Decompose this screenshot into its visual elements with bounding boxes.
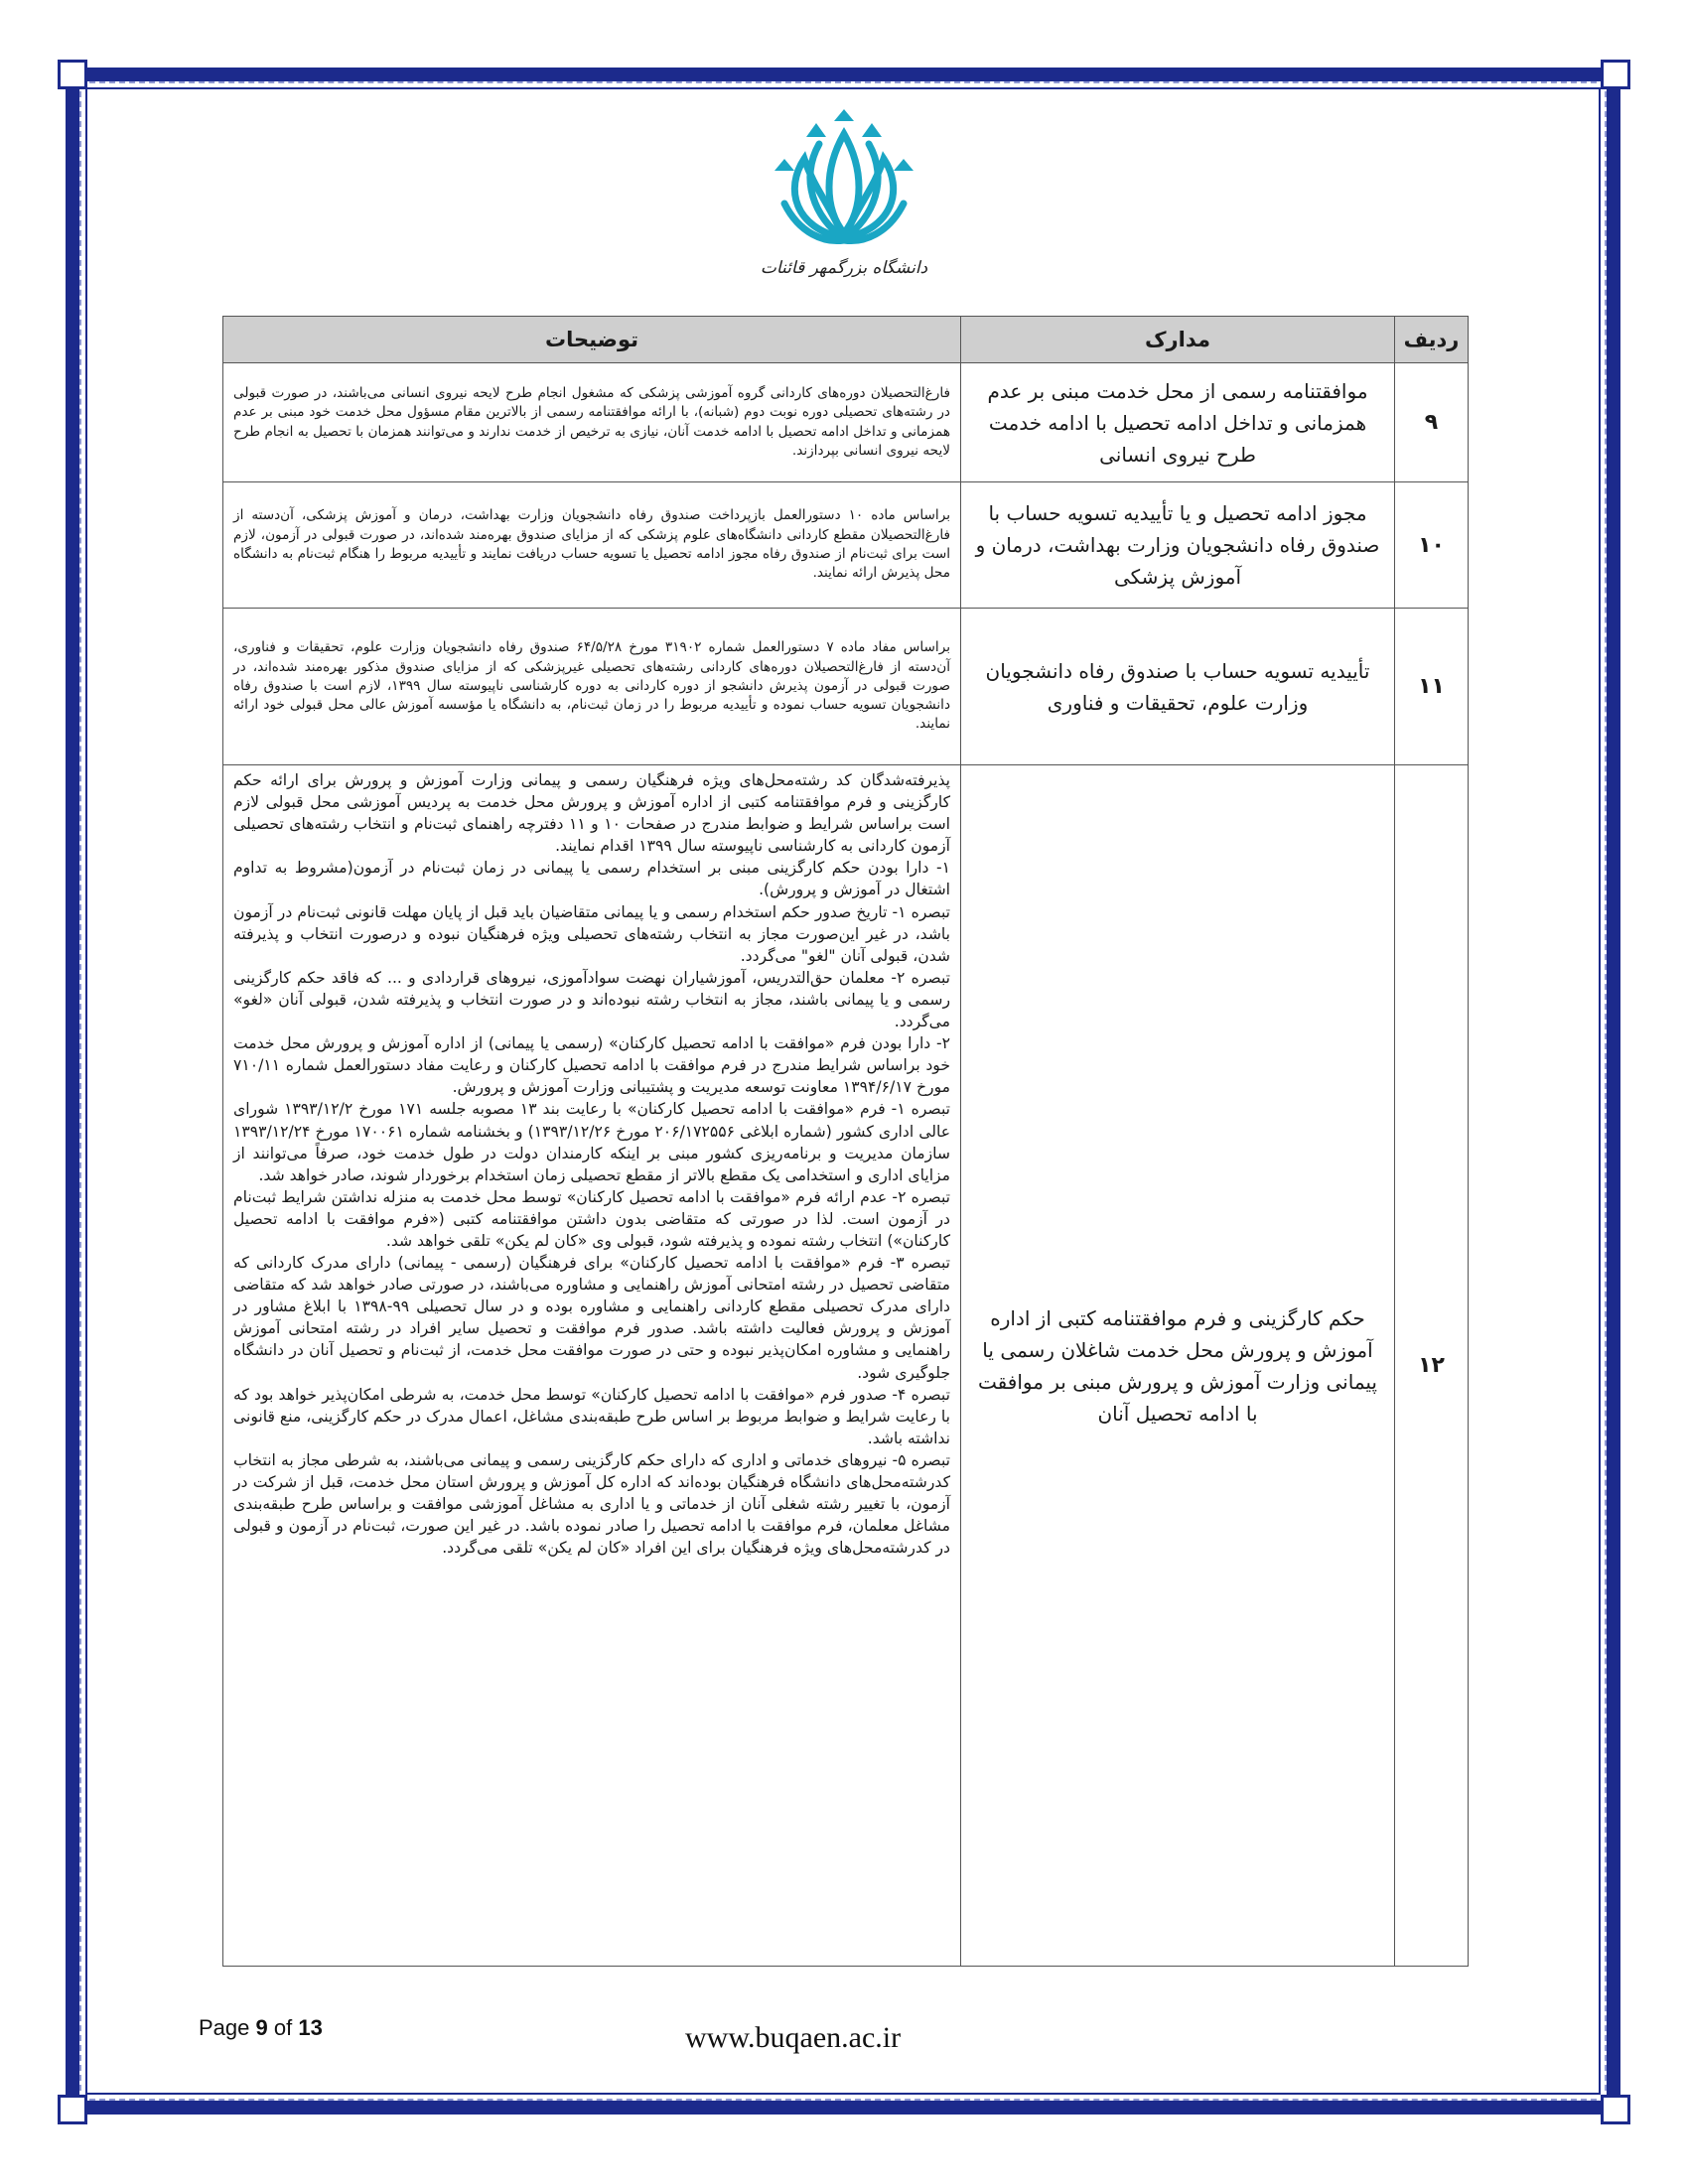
frame-corner-top-right [1601, 60, 1630, 89]
page-number [199, 2015, 323, 2041]
row-number: ۹ [1395, 363, 1469, 482]
row-number: ۱۰ [1395, 482, 1469, 609]
document-name: مجوز ادامه تحصیل و یا تأییدیه تسویه حساب با صندوق رفاه دانشجویان وزارت بهداشت، درمان و آموزش پزشکی [961, 482, 1395, 609]
document-description: براساس ماده ۱۰ دستورالعمل بازپرداخت صندوق رفاه دانشجویان وزارت بهداشت، درمان و آموزش پزشکی، آن‌دسته از فارغ‌التحصیلان مقطع کاردانی دانشگاه‌های علوم پزشکی که از مزایای صندوق بهره‌مند شده‌اند، در صورت قبولی در آزمون، لازم است برای ثبت‌نام از صندوق رفاه مجوز ادامه تحصیل یا تسویه حساب دریافت نمایند و تأییدیه مربوط را هنگام ثبت‌نام به دانشگاه محل پذیرش ارائه نمایند. [223, 482, 961, 609]
description-paragraph: تبصره ۲- عدم ارائه فرم «موافقت با ادامه تحصیل کارکنان» توسط محل خدمت به منزله نداشتن شرایط ثبت‌نام در آزمون است. لذا در صورتی که متقاضی بدون داشتن موافقتنامه کتبی («فرم موافقت با ادامه تحصیل کارکنان») انتخاب رشته نموده و پذیرفته شود، قبولی وی «کان لم یکن» تلقی خواهد شد. [233, 1187, 950, 1250]
header-descriptions: توضیحات [223, 317, 961, 363]
document-description [223, 765, 961, 1967]
lotus-logo-icon [755, 109, 933, 258]
description-paragraph: تبصره ۱- فرم «موافقت با ادامه تحصیل کارکنان» با رعایت بند ۱۳ مصوبه جلسه ۱۷۱ مورخ ۱۳۹۳/۱۲/۲ شورای عالی اداری کشور (شماره ابلاغی ۲۰۶/۱۷۲۵۵۶ مورخ ۱۳۹۳/۱۲/۲۶) و بخشنامه شماره ۱۷۰۰۶۱ مورخ ۱۳۹۳/۱۲/۲۴ سازمان مدیریت و برنامه‌ریزی کشور مبنی بر اینکه کارمندان دولت در طول خدمت خود، صرفاً می‌توانند از مزایای اداری و استخدامی یک مقطع بالاتر از مقطع تحصیلی زمان استخدام برخوردار شوند، صادر خواهد شد. [233, 1100, 951, 1184]
requirements-table [222, 316, 1469, 1967]
description-paragraph: ۲- دارا بودن فرم «موافقت با ادامه تحصیل کارکنان» (رسمی یا پیمانی) از اداره آموزش و پرورش محل خدمت خود براساس شرایط مندرج در فرم موافقت با ادامه تحصیل کارکنان و رعایت مفاد دستورالعمل شماره ۷۱۰/۱۱ مورخ ۱۳۹۴/۶/۱۷ معاونت توسعه مدیریت و پشتیبانی وزارت آموزش و پرورش. [233, 1034, 950, 1097]
description-paragraph: تبصره ۲- معلمان حق‌التدریس، آموزشیاران نهضت سوادآموزی، نیروهای قراردادی و ... که فاقد حکم کارگزینی رسمی و یا پیمانی باشند، مجاز به انتخاب رشته نبوده‌اند و در صورت انتخاب و پذیرفته شدن، قبولی آنان «لغو» می‌گردد. [233, 968, 950, 1031]
description-paragraph: تبصره ۱- تاریخ صدور حکم استخدام رسمی و یا پیمانی متقاضیان باید قبل از پایان مهلت قانونی ثبت‌نام در آزمون باشد، در غیر این‌صورت مجاز به انتخاب رشته‌های تحصیلی ویژه فرهنگیان نبوده و درصورت انتخاب و پذیرفته شدن، قبولی آنان "لغو" می‌گردد. [233, 902, 950, 965]
page-current: 9 [255, 2015, 268, 2040]
table-row [223, 609, 1469, 765]
description-paragraph: تبصره ۵- نیروهای خدماتی و اداری که دارای حکم کارگزینی رسمی و پیمانی می‌باشند، به شرطی مجاز به انتخاب کدرشته‌محل‌های دانشگاه فرهنگیان بوده‌اند که اداره کل آموزش و پرورش استان محل خدمت، قبل از شرکت در آزمون، با تغییر رشته شغلی آنان از خدماتی و یا اداری به مشاغل آموزشی موافقت و براساس طرح طبقه‌بندی مشاغل معلمان، فرم موافقت با ادامه تحصیل را صادر نموده باشد. در غیر این صورت، ثبت‌نام در آزمون و قبولی در کدرشته‌محل‌های ویژه فرهنگیان برای این افراد «کان لم یکن» تلقی می‌گردد. [233, 1450, 950, 1558]
description-paragraph: ۱- دارا بودن حکم کارگزینی مبنی بر استخدام رسمی یا پیمانی در زمان ثبت‌نام در آزمون(مشروط به تداوم اشتغال در آموزش و پرورش). [233, 859, 950, 899]
header-row-number: ردیف [1395, 317, 1469, 363]
page-total: 13 [298, 2015, 323, 2040]
row-number: ۱۲ [1395, 765, 1469, 1967]
table-header-row [223, 317, 1469, 363]
frame-corner-top-left [58, 60, 87, 89]
document-description: فارغ‌التحصیلان دوره‌های کاردانی گروه آموزشی پزشکی که مشغول انجام طرح لایحه نیروی انسانی می‌باشند، در صورت قبولی در رشته‌های تحصیلی دوره نوبت دوم (شبانه)، با ارائه موافقتنامه رسمی از بالاترین مقام مسؤول محل خدمت خود مبنی بر عدم همزمانی و تداخل ادامه تحصیل با ادامه خدمت آنان، نیازی به ترخیص از خدمت ندارند و می‌توانند همزمان با تحصیل به انجام طرح لایحه نیروی انسانی بپردازند. [223, 363, 961, 482]
description-paragraph: تبصره ۴- صدور فرم «موافقت با ادامه تحصیل کارکنان» توسط محل خدمت، به شرطی امکان‌پذیر خواهد بود که با رعایت شرایط و ضوابط مربوط بر اساس طرح طبقه‌بندی مشاغل، اعمال مدرک در حکم کارگزینی، منع قانونی نداشته باشد. [233, 1385, 950, 1447]
document-name: تأییدیه تسویه حساب با صندوق رفاه دانشجویان وزارت علوم، تحقیقات و فناوری [961, 609, 1395, 765]
table-row [223, 482, 1469, 609]
page-prefix: Page [199, 2015, 250, 2040]
row-number: ۱۱ [1395, 609, 1469, 765]
logo-caption: دانشگاه بزرگمهر قائنات [760, 258, 928, 278]
page-of: of [273, 2015, 293, 2040]
document-name: حکم کارگزینی و فرم موافقتنامه کتبی از اداره آموزش و پرورش محل خدمت شاغلان رسمی یا پیمانی وزارت آموزش و پرورش مبنی بر موافقت با ادامه تحصیل آنان [961, 765, 1395, 1967]
document-name: موافقتنامه رسمی از محل خدمت مبنی بر عدم همزمانی و تداخل ادامه تحصیل با ادامه خدمت طرح نیروی انسانی [961, 363, 1395, 482]
document-description: براساس مفاد ماده ۷ دستورالعمل شماره ۳۱۹۰۲ مورخ ۶۴/۵/۲۸ صندوق رفاه دانشجویان وزارت علوم، تحقیقات و فناوری، آن‌دسته از فارغ‌التحصیلان دوره‌های کاردانی رشته‌های تحصیلی غیرپزشکی که از مزایای صندوق مذکور بهره‌مند شده‌اند، در صورت قبولی در آزمون پذیرش دانشجو از دوره کاردانی به دوره کارشناسی ناپیوسته سال ۱۳۹۹، لازم است با صندوق رفاه دانشجویان تسویه حساب نموده و تأییدیه مربوط را در زمان ثبت‌نام، به دانشگاه یا مؤسسه آموزش عالی محل قبولی خود ارائه نمایند. [223, 609, 961, 765]
website-link[interactable]: www.buqaen.ac.ir [685, 2021, 902, 2054]
description-paragraph: پذیرفته‌شدگان کد رشته‌محل‌های ویژه فرهنگیان رسمی و پیمانی وزارت آموزش و پرورش برای ارائه حکم کارگزینی و فرم موافقتنامه کتبی از اداره آموزش و پرورش محل خدمت به پردیس آموزشی محل قبولی لازم است براساس شرایط و ضوابط مندرج در صفحات ۱۰ و ۱۱ دفترچه راهنمای ثبت‌نام و انتخاب رشته‌های تحصیلی آزمون کاردانی به کارشناسی ناپیوسته سال ۱۳۹۹ اقدام نمایند. [233, 771, 950, 856]
frame-corner-bottom-right [1601, 2095, 1630, 2124]
frame-corner-bottom-left [58, 2095, 87, 2124]
table-row [223, 363, 1469, 482]
table-row [223, 765, 1469, 1967]
header-documents: مدارک [961, 317, 1395, 363]
university-logo [755, 109, 933, 308]
description-paragraph: تبصره ۳- فرم «موافقت با ادامه تحصیل کارکنان» برای فرهنگیان (رسمی - پیمانی) دارای مدرک کاردانی که متقاضی تحصیل در رشته امتحانی آموزش راهنمایی و مشاوره می‌باشند، در صورتی صادر خواهد شد که متقاضی دارای مدرک تحصیلی مقطع کاردانی راهنمایی و مشاوره بوده و در سال تحصیلی ۹۹-۱۳۹۸ با ابلاغ مشاور در آموزش و پرورش فعالیت داشته باشد. صدور فرم موافقت و تحصیل سایر افراد در رشته امتحانی آموزش راهنمایی و مشاوره امکان‌پذیر نبوده و حتی در صورت موافقت محل خدمت، از ثبت‌نام و تحصیل آنان در دانشگاه جلوگیری شود. [233, 1254, 951, 1382]
